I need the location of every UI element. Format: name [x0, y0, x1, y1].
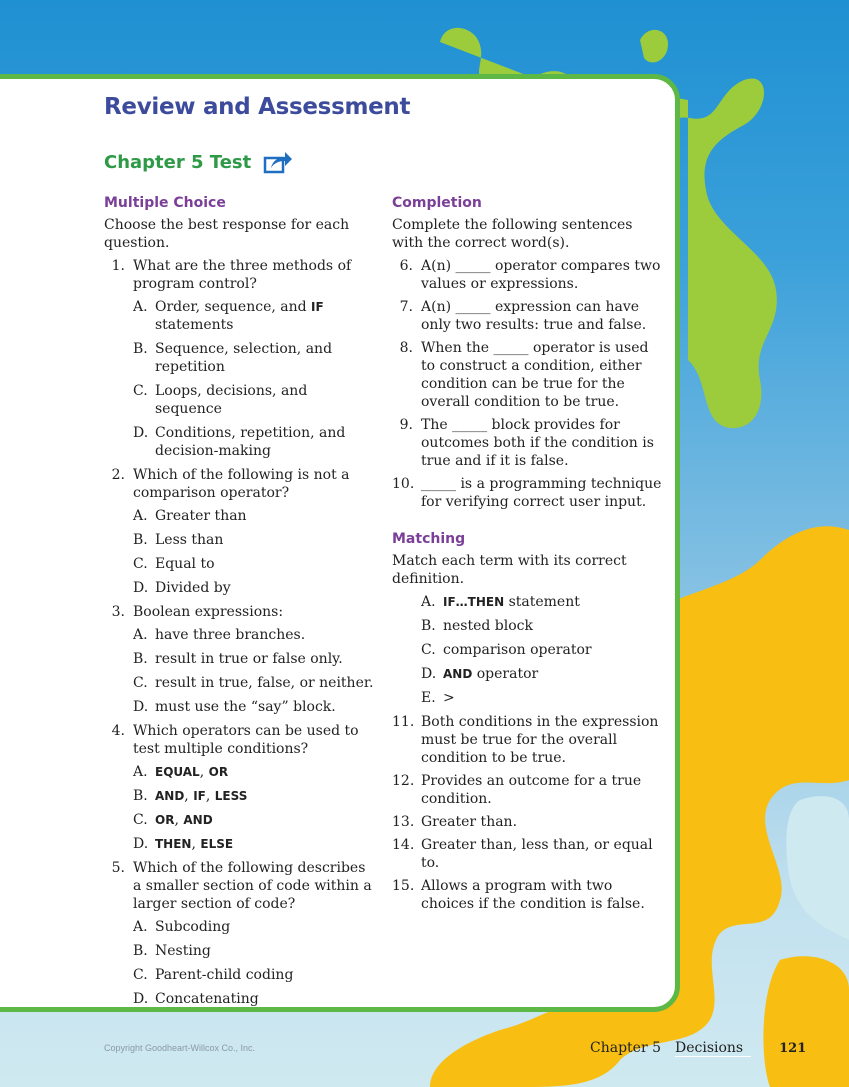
question: 5. Which of the following describes a smaller section of code within a larger section of code? [111, 860, 372, 912]
answer-options [133, 507, 374, 597]
answer-option: C. Parent-child coding [133, 967, 294, 983]
answer-option: A. have three branches. [133, 627, 306, 643]
question: 8. When the _____ operator is used to construct a condition, either condition can be true for the overall condition to be true. [399, 340, 649, 410]
share-icon[interactable] [263, 150, 293, 174]
answer-option: A. Subcoding [133, 919, 231, 935]
question: 3. Boolean expressions: [111, 604, 284, 620]
section-intro: Choose the best response for each question. [104, 217, 350, 251]
matching-term: B. nested block [421, 618, 534, 634]
answer-option: A. Greater than [133, 508, 247, 524]
answer-option: C. Equal to [133, 556, 215, 572]
answer-option: D. Conditions, repetition, and decision-making [133, 425, 346, 459]
matching-term: D. AND operator [421, 666, 539, 682]
answer-option: A. EQUAL, OR [133, 764, 229, 780]
copyright-notice: Copyright Goodheart-Willcox Co., Inc. [104, 1043, 256, 1053]
answer-option: B. result in true or false only. [133, 651, 343, 667]
answer-option: B. Sequence, selection, and repetition [133, 341, 333, 375]
footer-section: Decisions [675, 1040, 751, 1057]
section-heading: Completion [392, 195, 482, 211]
matching-term: A. IF…THEN statement [421, 594, 580, 610]
section-heading: Matching [392, 531, 466, 547]
answer-option: C. Loops, decisions, and sequence [133, 383, 308, 417]
footer-chapter: Chapter 5 [590, 1040, 661, 1056]
question: 10. _____ is a programming technique for verifying correct user input. [392, 476, 662, 510]
matching-section [392, 530, 662, 913]
answer-option: B. AND, IF, LESS [133, 788, 248, 804]
answer-options [133, 626, 374, 716]
question: 13. Greater than. [392, 814, 518, 830]
section-intro: Match each term with its correct definition. [392, 553, 627, 587]
answer-option: D. Divided by [133, 580, 231, 596]
answer-option: D. must use the “say” block. [133, 699, 336, 715]
page-number: 121 [779, 1041, 807, 1056]
running-footer [590, 1040, 806, 1057]
matching-term: E. > [421, 690, 455, 706]
matching-terms [421, 593, 662, 707]
multiple-choice-section [104, 194, 374, 1014]
completion-section [392, 194, 662, 918]
question: 6. A(n) _____ operator compares two values or expressions. [399, 258, 661, 292]
question: 15. Allows a program with two choices if the condition is false. [392, 878, 645, 912]
question: 9. The _____ block provides for outcomes both if the condition is true and if it is false. [399, 417, 654, 469]
section-intro: Complete the following sentences with the correct word(s). [392, 217, 633, 251]
answer-options [133, 763, 374, 853]
question: 12. Provides an outcome for a true condition. [392, 773, 642, 807]
answer-option: B. Less than [133, 532, 224, 548]
matching-term: C. comparison operator [421, 642, 592, 658]
answer-option: D. Concatenating [133, 991, 259, 1007]
answer-option: C. OR, AND [133, 812, 213, 828]
question: 7. A(n) _____ expression can have only two results: true and false. [399, 299, 647, 333]
question: 2. Which of the following is not a comparison operator? [111, 467, 350, 501]
answer-option: A. Order, sequence, and IF statements [133, 299, 324, 333]
answer-option: C. result in true, false, or neither. [133, 675, 374, 691]
question: 11. Both conditions in the expression must be true for the overall condition to be true. [392, 714, 659, 766]
section-heading: Multiple Choice [104, 195, 226, 211]
page-title: Review and Assessment [104, 94, 411, 120]
question: 4. Which operators can be used to test multiple conditions? [111, 723, 359, 757]
chapter-test-heading [104, 150, 293, 174]
question: 14. Greater than, less than, or equal to. [392, 837, 653, 871]
chapter-test-label: Chapter 5 Test [104, 151, 252, 173]
answer-options [133, 918, 374, 1008]
question: 1. What are the three methods of program control? [111, 258, 352, 292]
answer-option: B. Nesting [133, 943, 211, 959]
answer-options [133, 298, 374, 460]
answer-option: D. THEN, ELSE [133, 836, 234, 852]
